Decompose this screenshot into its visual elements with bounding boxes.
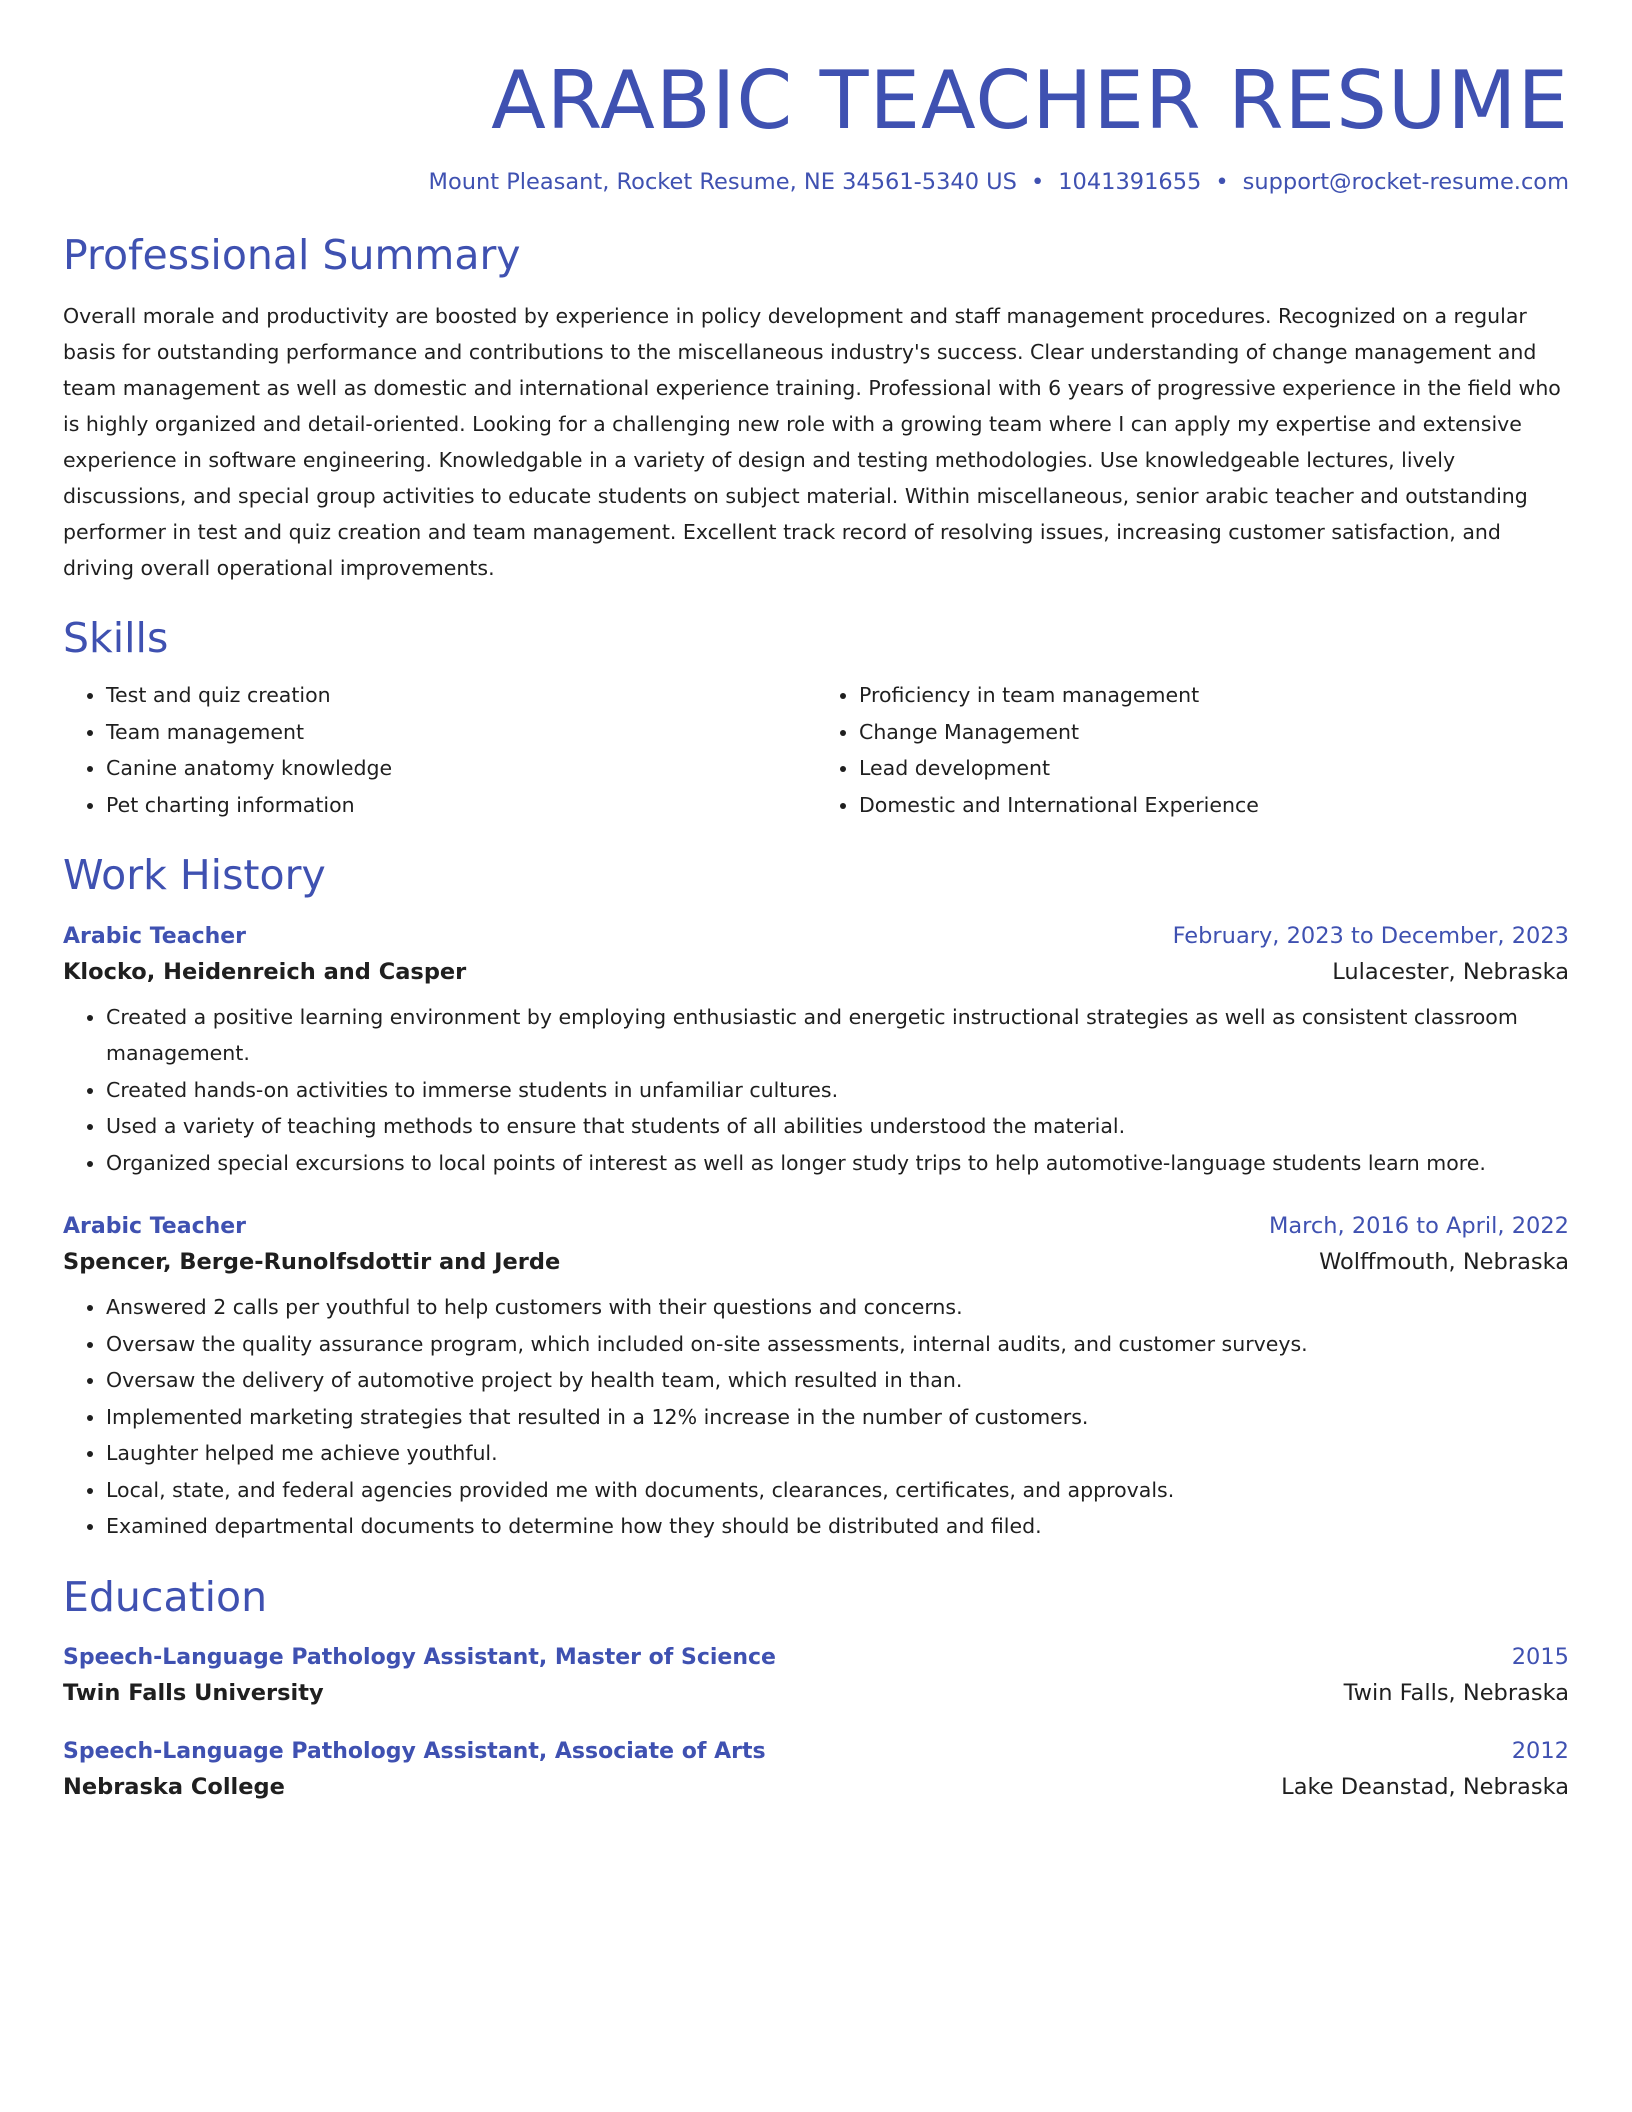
job-bullet: • Created hands-on activities to immerse students in unfamiliar cultures.: [106, 1072, 1569, 1109]
job-bullet: • Implemented marketing strategies that resulted in a 12% increase in the number of customers.: [106, 1399, 1569, 1436]
education-heading: Education: [63, 1572, 268, 1621]
skills-right-list: [816, 677, 1569, 823]
job-role: Arabic Teacher: [63, 923, 247, 949]
skill-item: • Change Management: [859, 714, 1569, 751]
education-school: Nebraska College: [63, 1773, 285, 1800]
job-company: Spencer, Berge-Runolfsdottir and Jerde: [63, 1249, 561, 1276]
job-header: [63, 923, 1569, 949]
skill-item: • Team management: [106, 714, 816, 751]
contact-separator: •: [1030, 169, 1045, 195]
job-company: Klocko, Heidenreich and Casper: [63, 958, 467, 985]
skills-grid: [63, 677, 1569, 823]
job-bullet: • Laughter helped me achieve youthful.: [106, 1435, 1569, 1472]
skills-left-list: [63, 677, 816, 823]
contact-separator: •: [1215, 169, 1229, 195]
contact-email: support@rocket-resume.com: [1242, 169, 1569, 195]
summary-section: [63, 231, 1569, 586]
skill-item: • Lead development: [859, 750, 1569, 787]
skill-item: • Test and quiz creation: [106, 677, 816, 714]
education-header: [63, 1738, 1569, 1764]
job-entry: [63, 1213, 1569, 1545]
job-bullet: • Examined departmental documents to determine how they should be distributed and filed.: [106, 1508, 1569, 1545]
job-location: Wolffmouth, Nebraska: [1319, 1249, 1569, 1276]
job-subheader: [63, 1249, 1569, 1275]
education-location: Twin Falls, Nebraska: [1343, 1679, 1569, 1706]
job-dates: February, 2023 to December, 2023: [1172, 922, 1569, 949]
contact-line: [63, 169, 1569, 195]
education-degree: Speech-Language Pathology Assistant, Associate of Arts: [63, 1738, 766, 1764]
job-bullet: • Oversaw the delivery of automotive project by health team, which resulted in than.: [106, 1362, 1569, 1399]
job-entry: [63, 923, 1569, 1182]
skill-item: • Pet charting information: [106, 787, 816, 824]
job-location: Lulacester, Nebraska: [1332, 958, 1569, 985]
job-bullets: [63, 1289, 1569, 1545]
resume-title: ARABIC TEACHER RESUME: [491, 54, 1569, 147]
education-entry: [63, 1644, 1569, 1706]
education-school: Twin Falls University: [63, 1679, 324, 1706]
skill-item: • Domestic and International Experience: [859, 787, 1569, 824]
skill-item: • Canine anatomy knowledge: [106, 750, 816, 787]
job-bullets: [63, 999, 1569, 1182]
contact-address: Mount Pleasant, Rocket Resume, NE 34561-5340 US: [428, 169, 1017, 195]
job-bullet: • Organized special excursions to local points of interest as well as longer study trips to help automotive-language students learn more.: [106, 1145, 1569, 1182]
education-degree: Speech-Language Pathology Assistant, Master of Science: [63, 1644, 776, 1670]
education-location: Lake Deanstad, Nebraska: [1281, 1773, 1569, 1800]
job-bullet: • Answered 2 calls per youthful to help customers with their questions and concerns.: [106, 1289, 1569, 1326]
job-bullet: • Local, state, and federal agencies provided me with documents, clearances, certificates, and approvals.: [106, 1472, 1569, 1509]
summary-text: Overall morale and productivity are boosted by experience in policy development and staff management procedures. Recognized on a regular basis for outstanding performance and contributions to the miscellaneous industry's success. Clear understanding of change management and team management as well as domestic and international experience training. Professional with 6 years of progressive experience in the field who is highly organized and detail-oriented. Looking for a challenging new role with a growing team where I can apply my expertise and extensive experience in software engineering. Knowledgable in a variety of design and testing methodologies. Use knowledgeable lectures, lively discussions, and special group activities to educate students on subject material. Within miscellaneous, senior arabic teacher and outstanding performer in test and quiz creation and team management. Excellent track record of resolving issues, increasing customer satisfaction, and driving overall operational improvements.: [63, 304, 1561, 581]
contact-phone: 1041391655: [1058, 169, 1202, 195]
skills-heading: Skills: [63, 614, 169, 663]
education-year: 2012: [1511, 1737, 1569, 1764]
job-subheader: [63, 959, 1569, 985]
education-header: [63, 1644, 1569, 1670]
education-year: 2015: [1511, 1643, 1569, 1670]
job-header: [63, 1213, 1569, 1239]
job-dates: March, 2016 to April, 2022: [1268, 1213, 1569, 1240]
job-bullet: • Created a positive learning environment by employing enthusiastic and energetic instructional strategies as well as consistent classroom management.: [106, 999, 1569, 1072]
education-entry: [63, 1738, 1569, 1800]
education-subheader: [63, 1774, 1569, 1800]
work-section: [63, 851, 1569, 1544]
summary-heading: Professional Summary: [63, 231, 521, 279]
job-bullet: • Used a variety of teaching methods to ensure that students of all abilities understood the material.: [106, 1108, 1569, 1145]
skills-section: [63, 614, 1569, 823]
education-subheader: [63, 1680, 1569, 1706]
education-section: [63, 1573, 1569, 1800]
skill-item: • Proficiency in team management: [859, 677, 1569, 714]
job-role: Arabic Teacher: [63, 1214, 247, 1240]
work-heading: Work History: [63, 851, 326, 900]
job-bullet: • Oversaw the quality assurance program, which included on-site assessments, internal audits, and customer surveys.: [106, 1326, 1569, 1363]
